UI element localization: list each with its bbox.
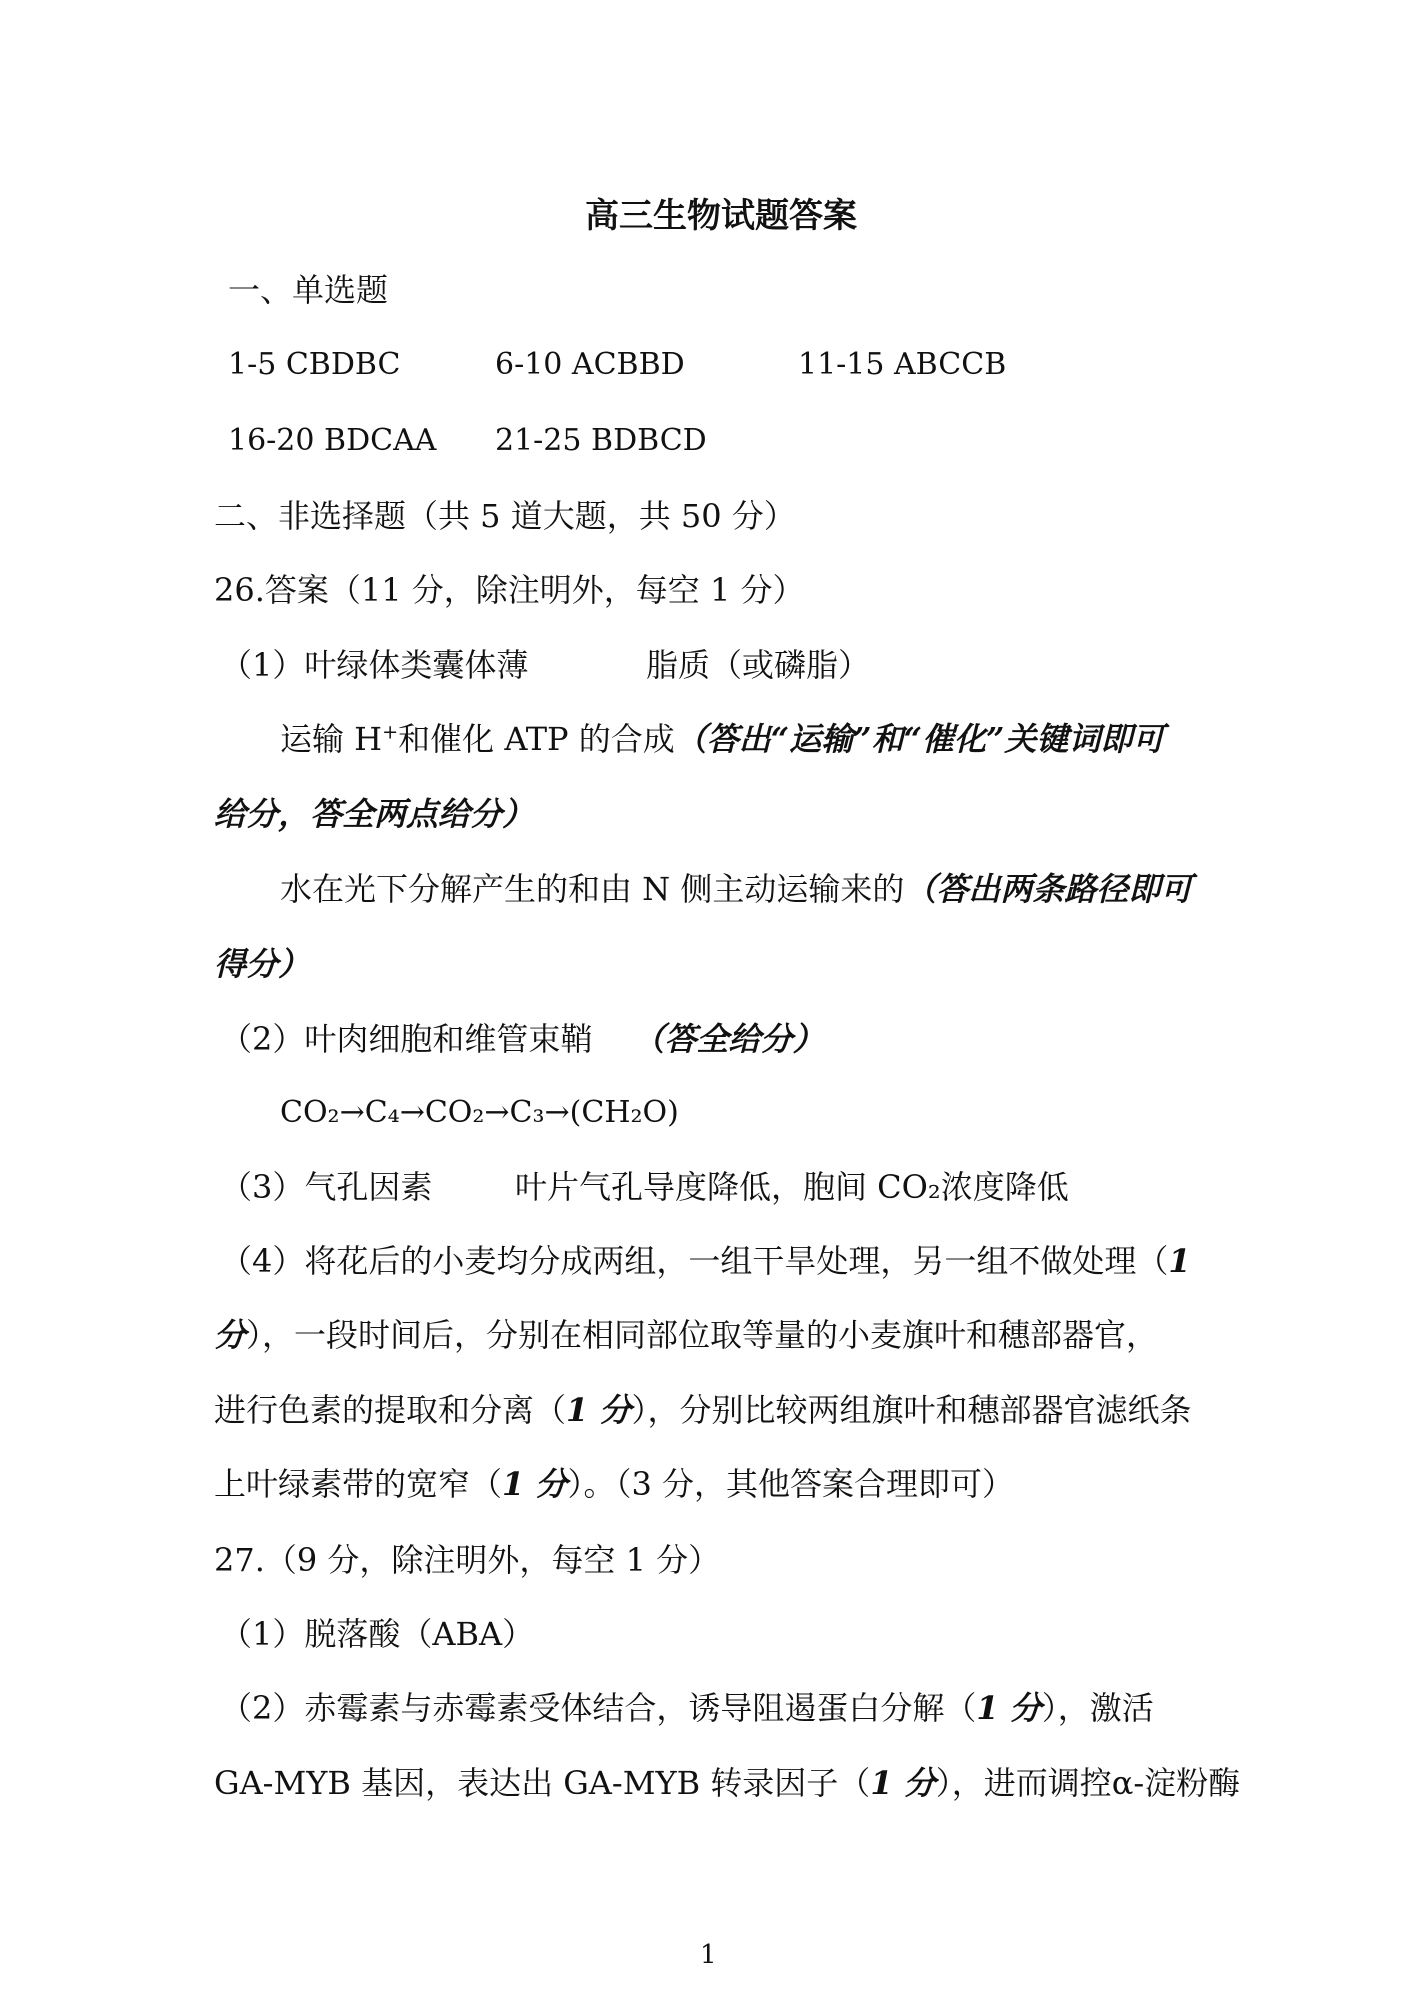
answer-text: 运输 H: [280, 720, 383, 758]
answer-group: 21-25 BDBCD: [495, 423, 707, 458]
page-number: 1: [700, 1940, 717, 1970]
grading-note: 给分，答全两点给分）: [214, 795, 535, 833]
section1-heading: 一、单选题: [228, 271, 389, 309]
carbon-pathway-formula: CO₂→C₄→CO₂→C₃→(CH₂O): [280, 1095, 679, 1130]
grading-note: 1 分: [566, 1391, 632, 1429]
q26-part1-line3: [280, 719, 1164, 759]
q26-part4-line3: [214, 1390, 1191, 1430]
answer-text: （2）赤霉素与赤霉素受体结合，诱导阻遏蛋白分解（: [220, 1689, 977, 1727]
q27-part2-line2: [214, 1763, 1240, 1803]
grading-note: 1 分: [502, 1465, 568, 1503]
grading-note: （答全给分）: [632, 1020, 825, 1058]
q27-heading: 27.（9 分，除注明外，每空 1 分）: [214, 1541, 721, 1579]
q26-heading: 26.答案（11 分，除注明外，每空 1 分）: [214, 571, 805, 609]
answer-text: GA-MYB 基因，表达出 GA-MYB 转录因子（: [214, 1764, 871, 1802]
q27-part2-line1: [220, 1688, 1154, 1728]
answer-text: 进行色素的提取和分离（: [214, 1391, 567, 1429]
q26-part3-answer: （3）气孔因素: [220, 1168, 433, 1206]
q27-part1: （1）脱落酸（ABA）: [220, 1615, 535, 1653]
q26-part1-answer2: 脂质（或磷脂）: [646, 646, 871, 684]
answer-group: 16-20 BDCAA: [228, 423, 437, 458]
q26-part2: [220, 1019, 825, 1059]
answer-text: ）。（3 分，其他答案合理即可）: [567, 1465, 1014, 1503]
grading-note: 分: [214, 1316, 247, 1354]
grading-note: 1: [1168, 1242, 1191, 1280]
answer-text: ），激活: [1041, 1689, 1154, 1727]
answer-text: （4）将花后的小麦均分成两组，一组干旱处理，另一组不做处理（: [220, 1242, 1169, 1280]
grading-note: 得分）: [214, 945, 311, 983]
q26-part1-answer: （1）叶绿体类囊体薄: [220, 646, 529, 684]
answer-text: ），分别比较两组旗叶和穗部器官滤纸条: [631, 1391, 1192, 1429]
answer-group: 1-5 CBDBC: [228, 347, 401, 382]
answer-text: 上叶绿素带的宽窄（: [214, 1465, 503, 1503]
section2-heading: 二、非选择题（共 5 道大题，共 50 分）: [214, 497, 796, 535]
q26-part3-answer2: 叶片气孔导度降低，胞间 CO₂浓度降低: [515, 1168, 1069, 1206]
grading-note: 1 分: [870, 1764, 936, 1802]
q26-part4-line1: [220, 1241, 1191, 1281]
grading-note: （答出“运输”和“催化”关键词即可: [674, 720, 1165, 758]
answer-group: 11-15 ABCCB: [798, 347, 1007, 382]
q26-part4-line2: [214, 1315, 1158, 1355]
grading-note: 1 分: [976, 1689, 1042, 1727]
answer-text: ），进而调控α-淀粉酶: [935, 1764, 1241, 1802]
superscript: +: [382, 720, 399, 744]
grading-note: （答出两条路径即可: [904, 870, 1193, 908]
q26-part1-line5: [280, 869, 1192, 909]
answer-text: （2）叶肉细胞和维管束鞘: [220, 1020, 593, 1058]
answer-text: ），一段时间后，分别在相同部位取等量的小麦旗叶和穗部器官，: [246, 1316, 1159, 1354]
answer-group: 6-10 ACBBD: [495, 347, 685, 382]
answer-text: 水在光下分解产生的和由 N 侧主动运输来的: [280, 870, 905, 908]
answer-text: 和催化 ATP 的合成: [398, 720, 675, 758]
page-title: 高三生物试题答案: [585, 196, 857, 236]
q26-part4-line4: [214, 1464, 1014, 1504]
